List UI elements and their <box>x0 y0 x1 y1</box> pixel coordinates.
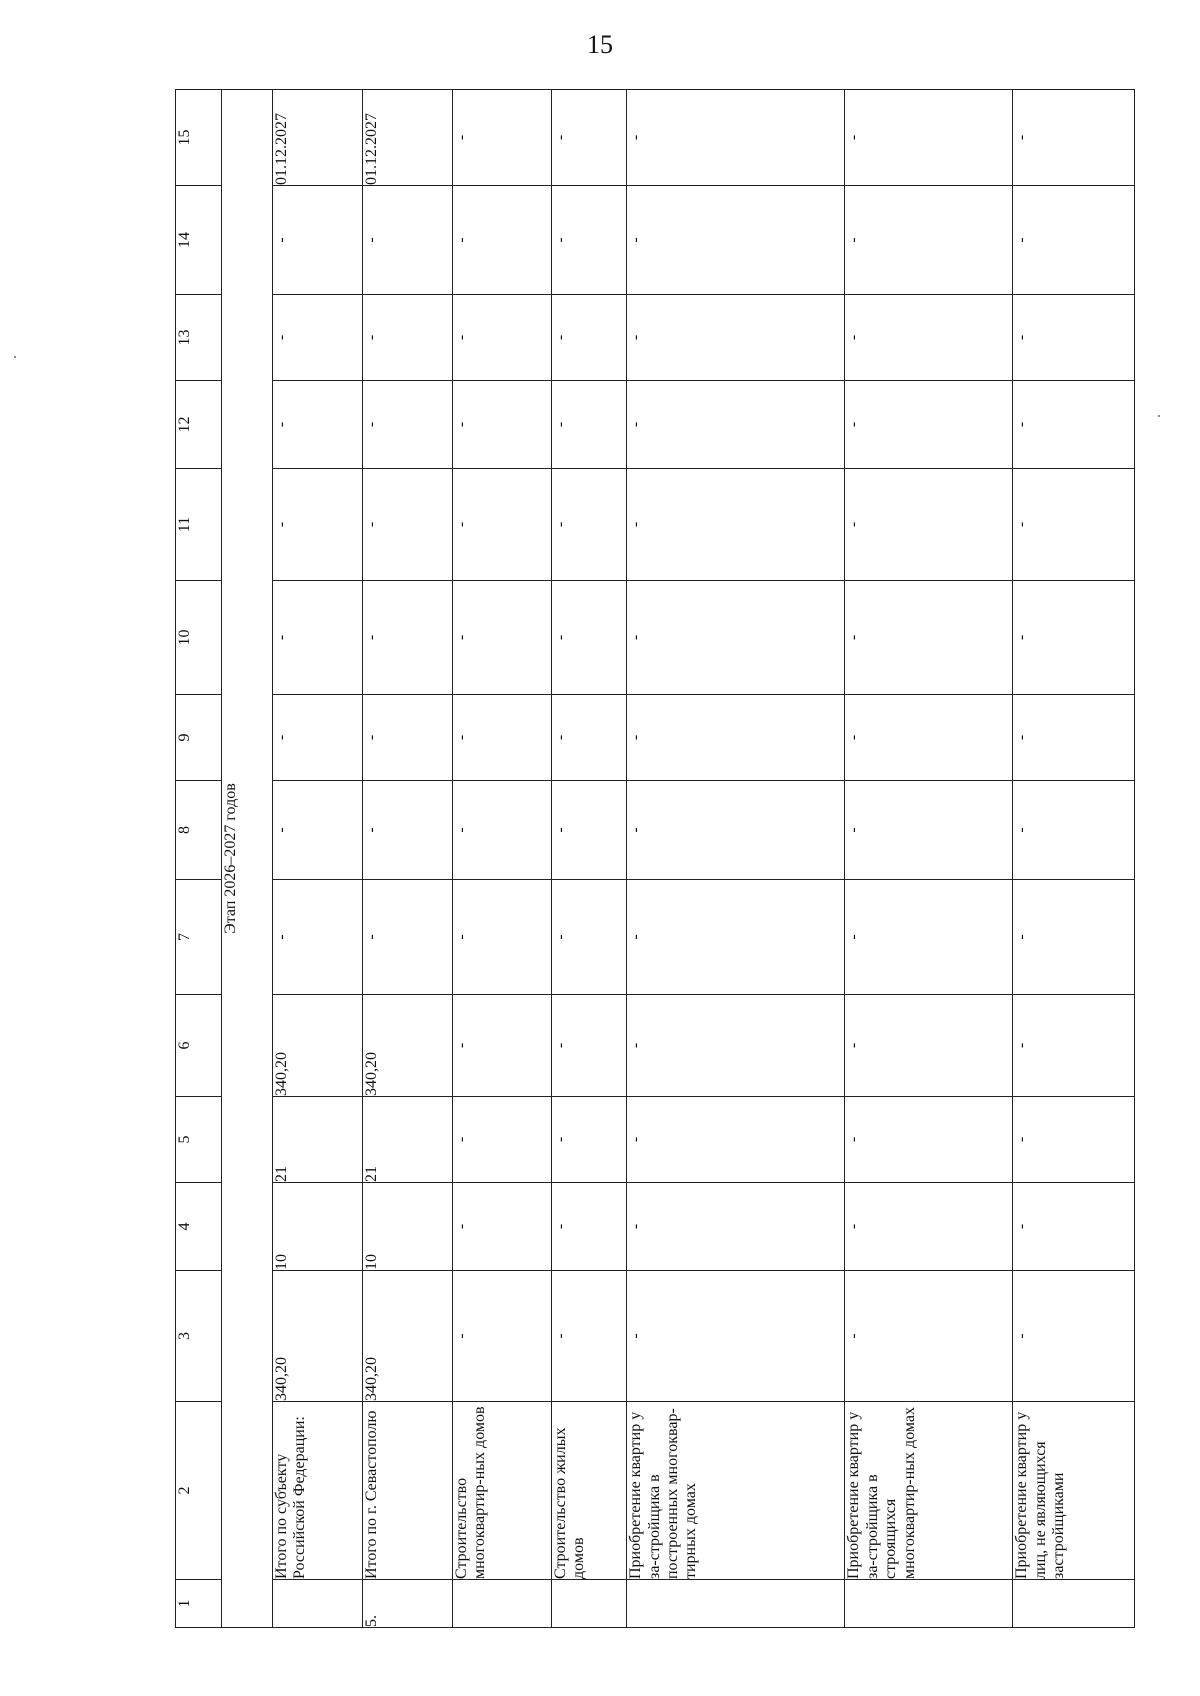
value-cell: - <box>551 469 627 581</box>
value-cell: - <box>1013 781 1135 880</box>
value-cell: 10 <box>272 1183 362 1271</box>
value-cell: - <box>845 186 1013 295</box>
row-name-cell: Итого по субъекту Российской Федерации: <box>272 1402 362 1580</box>
value-cell: - <box>845 295 1013 381</box>
value-cell: - <box>627 469 845 581</box>
value-cell: - <box>551 1183 627 1271</box>
stage-row <box>222 90 272 1628</box>
value-cell: 21 <box>272 1097 362 1183</box>
value-cell: 340,20 <box>272 995 362 1097</box>
value-cell: - <box>452 186 551 295</box>
value-cell: - <box>845 469 1013 581</box>
value-cell: - <box>452 1183 551 1271</box>
value-cell: - <box>272 581 362 695</box>
value-cell: - <box>362 469 452 581</box>
value-cell: - <box>627 581 845 695</box>
value-cell: - <box>845 1097 1013 1183</box>
page-number: 15 <box>587 30 613 59</box>
value-cell: - <box>1013 295 1135 381</box>
value-cell: - <box>452 295 551 381</box>
value-cell: - <box>845 1183 1013 1271</box>
col-number: 10 <box>176 581 222 695</box>
value-cell: - <box>551 186 627 295</box>
col-number: 2 <box>176 1402 222 1580</box>
value-cell: - <box>551 781 627 880</box>
value-cell: - <box>627 781 845 880</box>
value-cell: - <box>627 1183 845 1271</box>
row-name-cell: Приобретение квартир у лиц, не являющихся застройщиками <box>1013 1402 1135 1580</box>
value-cell: 340,20 <box>272 1271 362 1402</box>
data-table <box>175 89 1135 1628</box>
table-row <box>452 90 551 1628</box>
value-cell: - <box>551 381 627 469</box>
value-cell: - <box>627 1097 845 1183</box>
value-cell: - <box>627 90 845 186</box>
value-cell: - <box>551 295 627 381</box>
table-row <box>627 90 845 1628</box>
value-cell: 340,20 <box>362 995 452 1097</box>
rotated-table-canvas <box>175 90 1135 1628</box>
col-number: 6 <box>176 995 222 1097</box>
value-cell: - <box>452 995 551 1097</box>
col-number: 5 <box>176 1097 222 1183</box>
value-cell: 01.12.2027 <box>362 90 452 186</box>
row-number-cell <box>272 1580 362 1628</box>
value-cell: - <box>272 781 362 880</box>
col-number: 8 <box>176 781 222 880</box>
value-cell: - <box>1013 581 1135 695</box>
value-cell: - <box>627 695 845 781</box>
value-cell: - <box>452 381 551 469</box>
col-number: 14 <box>176 186 222 295</box>
value-cell: - <box>362 695 452 781</box>
row-number-cell <box>452 1580 551 1628</box>
value-cell: - <box>452 695 551 781</box>
value-cell: - <box>362 581 452 695</box>
col-number: 12 <box>176 381 222 469</box>
table-row <box>1013 90 1135 1628</box>
col-number: 3 <box>176 1271 222 1402</box>
value-cell: - <box>362 186 452 295</box>
value-cell: 340,20 <box>362 1271 452 1402</box>
value-cell: - <box>452 781 551 880</box>
row-number-cell <box>845 1580 1013 1628</box>
value-cell: - <box>845 581 1013 695</box>
value-cell: - <box>1013 381 1135 469</box>
value-cell: - <box>845 90 1013 186</box>
row-number-cell <box>627 1580 845 1628</box>
row-name-cell: Приобретение квартир у за-стройщика в построенных многоквар-тирных домах <box>627 1402 845 1580</box>
row-number-cell <box>551 1580 627 1628</box>
value-cell: - <box>452 581 551 695</box>
value-cell: - <box>452 880 551 995</box>
value-cell: - <box>452 90 551 186</box>
value-cell: - <box>452 469 551 581</box>
value-cell: - <box>845 381 1013 469</box>
value-cell: - <box>627 995 845 1097</box>
value-cell: - <box>1013 1097 1135 1183</box>
value-cell: - <box>452 1271 551 1402</box>
row-name-cell: Итого по г. Севастополю <box>362 1402 452 1580</box>
value-cell: - <box>362 781 452 880</box>
value-cell: - <box>1013 90 1135 186</box>
value-cell: - <box>1013 1183 1135 1271</box>
value-cell: - <box>272 381 362 469</box>
value-cell: - <box>551 695 627 781</box>
value-cell: 21 <box>362 1097 452 1183</box>
value-cell: - <box>551 90 627 186</box>
value-cell: - <box>362 381 452 469</box>
value-cell: - <box>272 880 362 995</box>
row-number-cell <box>1013 1580 1135 1628</box>
value-cell: - <box>551 1271 627 1402</box>
value-cell: - <box>1013 695 1135 781</box>
row-name-cell: Строительство многоквартир-ных домов <box>452 1402 551 1580</box>
value-cell: - <box>845 1271 1013 1402</box>
value-cell: - <box>627 186 845 295</box>
table-row <box>551 90 627 1628</box>
stage-label: Этап 2026–2027 годов <box>222 90 272 1628</box>
value-cell: - <box>627 381 845 469</box>
table-row <box>272 90 362 1628</box>
col-number: 11 <box>176 469 222 581</box>
col-number: 4 <box>176 1183 222 1271</box>
value-cell: - <box>452 1097 551 1183</box>
value-cell: 10 <box>362 1183 452 1271</box>
value-cell: - <box>551 880 627 995</box>
value-cell: - <box>362 295 452 381</box>
scan-speck <box>1158 415 1160 417</box>
row-number-cell: 5. <box>362 1580 452 1628</box>
value-cell: - <box>551 581 627 695</box>
value-cell: - <box>272 295 362 381</box>
value-cell: - <box>627 1271 845 1402</box>
col-number: 7 <box>176 880 222 995</box>
value-cell: - <box>1013 469 1135 581</box>
value-cell: - <box>1013 995 1135 1097</box>
row-name-cell: Строительство жилых домов <box>551 1402 627 1580</box>
value-cell: - <box>845 880 1013 995</box>
value-cell: - <box>1013 186 1135 295</box>
value-cell: - <box>272 695 362 781</box>
scan-speck <box>14 356 16 358</box>
value-cell: - <box>362 880 452 995</box>
value-cell: - <box>272 469 362 581</box>
value-cell: - <box>1013 1271 1135 1402</box>
column-number-row <box>176 90 222 1628</box>
col-number: 15 <box>176 90 222 186</box>
value-cell: - <box>627 295 845 381</box>
col-number: 13 <box>176 295 222 381</box>
value-cell: - <box>845 781 1013 880</box>
rotated-table-wrapper <box>175 90 1135 1628</box>
value-cell: - <box>551 995 627 1097</box>
value-cell: - <box>1013 880 1135 995</box>
row-name-cell: Приобретение квартир у за-стройщика в строящихся многоквартир-ных домах <box>845 1402 1013 1580</box>
value-cell: - <box>272 186 362 295</box>
value-cell: - <box>551 1097 627 1183</box>
table-row <box>362 90 452 1628</box>
table-row <box>845 90 1013 1628</box>
col-number: 9 <box>176 695 222 781</box>
value-cell: - <box>845 995 1013 1097</box>
col-number: 1 <box>176 1580 222 1628</box>
value-cell: 01.12.2027 <box>272 90 362 186</box>
value-cell: - <box>627 880 845 995</box>
value-cell: - <box>845 695 1013 781</box>
